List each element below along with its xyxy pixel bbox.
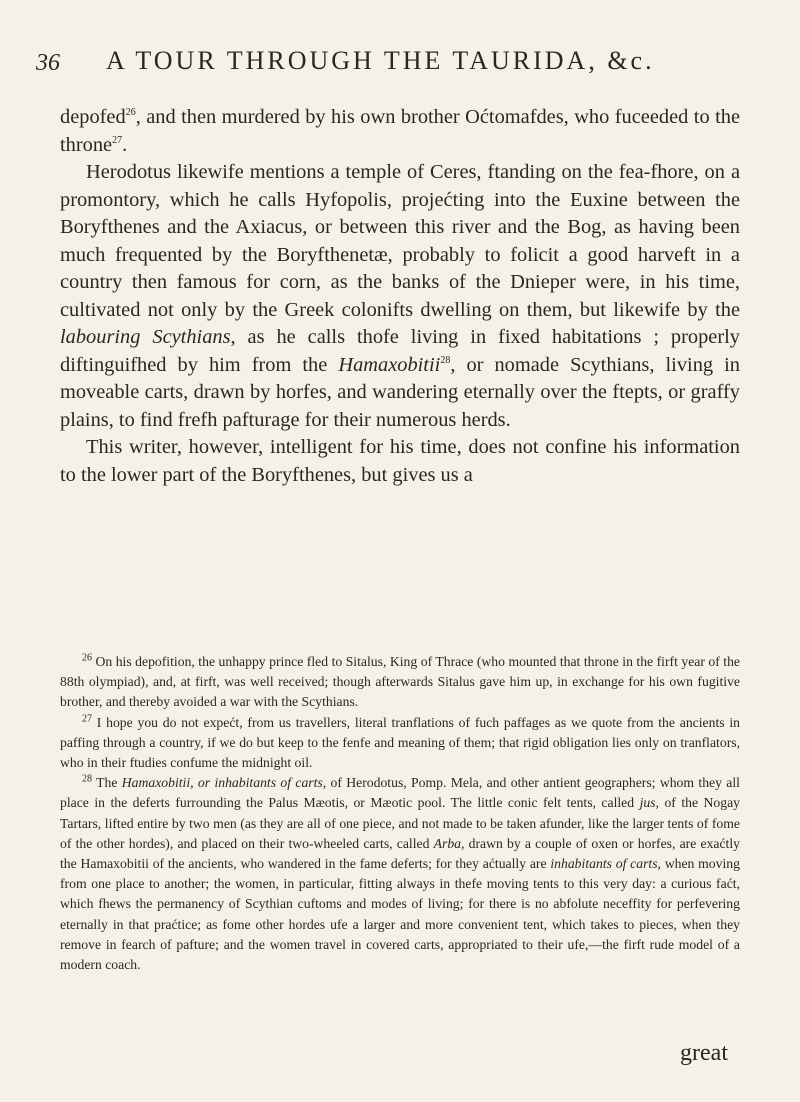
footnote-ref-26: 26 bbox=[125, 107, 136, 119]
page-number: 36 bbox=[36, 50, 60, 76]
running-head: A TOUR THROUGH THE TAURIDA, &c. bbox=[106, 46, 655, 75]
footnote-28: $^{28}$ The Hamaxobitii, or inhabitants of carts, of Herodotus, Pomp. Mela, and other antient geographers; whom they all place in the deferts furrounding the Palus Mæotis, or Mæotic pool. The little conic felt tents, called jus, of the Nogay Tartars, lifted entire by two men (as they are all of one piece, and not made to be taken afunder, like the larger tents of fome of the other hordes), and placed on their two-wheeled carts, called Arba, drawn by a couple of oxen or horfes, are exaćtly the Hamaxobitii of the ancients, who wandered in the fame deferts; for they aćtually are inhabitants of carts, when moving from one place to another; the women, in particular, fitting always in thefe moving tents to this very day: a curious faćt, which fhews the permanency of Scythian cuftoms and modes of living; for there is no abfolute neceffity for perfevering eternally in that praćtice; as fome other hordes ufe a larger and more convenient tent, which takes to pieces, when they remove in fearch of pafture; and the women travel in covered carts, appropriated to their ufe,—the firft rude model of a modern coach. bbox=[60, 773, 741, 973]
paragraph-this-writer: This writer, however, intelligent for his time, does not confine his information to the lower part of the Boryfthenes, but gives us a bbox=[60, 436, 740, 486]
footnote-ref-28: 28 bbox=[440, 354, 451, 366]
paragraph-continued: depofed$^{26}$, and then murdered by his own brother Oćtomafdes, who fuceeded to the throne$^{27}$. bbox=[60, 106, 740, 156]
main-text bbox=[60, 104, 740, 489]
paragraph-herodotus: Herodotus likewife mentions a temple of Ceres, ftanding on the fea-fhore, on a promontory, which he calls Hyfopolis, projećting into the Euxine between the Boryfthenes and the Axiacus, or between this river and the Bog, as having been much frequented by the Boryfthenetæ, probably to folicit a good harveft in a country then famous for corn, as the banks of the Dnieper were, in his time, cultivated not only by the Greek colonifts dwelling on them, but likewife by the labouring Scythians, as he calls thofe living in fixed habitations ; properly diftinguifhed by him from the Hamaxobitii$^{28}$, or nomade Scythians, living in moveable carts, drawn by horfes, and wandering eternally over the ftepts, or graffy plains, to find frefh pafturage for their numerous herds. bbox=[60, 161, 740, 431]
footnote-ref-27: 27 bbox=[112, 134, 123, 146]
footnotes bbox=[60, 652, 740, 975]
footnote-27: $^{27}$ I hope you do not expećt, from us travellers, literal tranflations of fuch paffages as we quote from the ancients in paffing through a country, if we do but keep to the fenfe and meaning of them; that rigid obligation lies only on tranflators, who in their ftudies confume the midnight oil. bbox=[60, 713, 741, 771]
page-header bbox=[36, 46, 726, 86]
footnote-26: $^{26}$ On his depofition, the unhappy prince fled to Sitalus, King of Thrace (who mounted that throne in the firft year of the 88th olympiad), and, at firft, was well received; though afterwards Sitalus gave him up, in exchange for his own fugitive brother, and thereby avoided a war with the Scythians. bbox=[60, 652, 741, 710]
catchword: great bbox=[680, 1040, 728, 1066]
